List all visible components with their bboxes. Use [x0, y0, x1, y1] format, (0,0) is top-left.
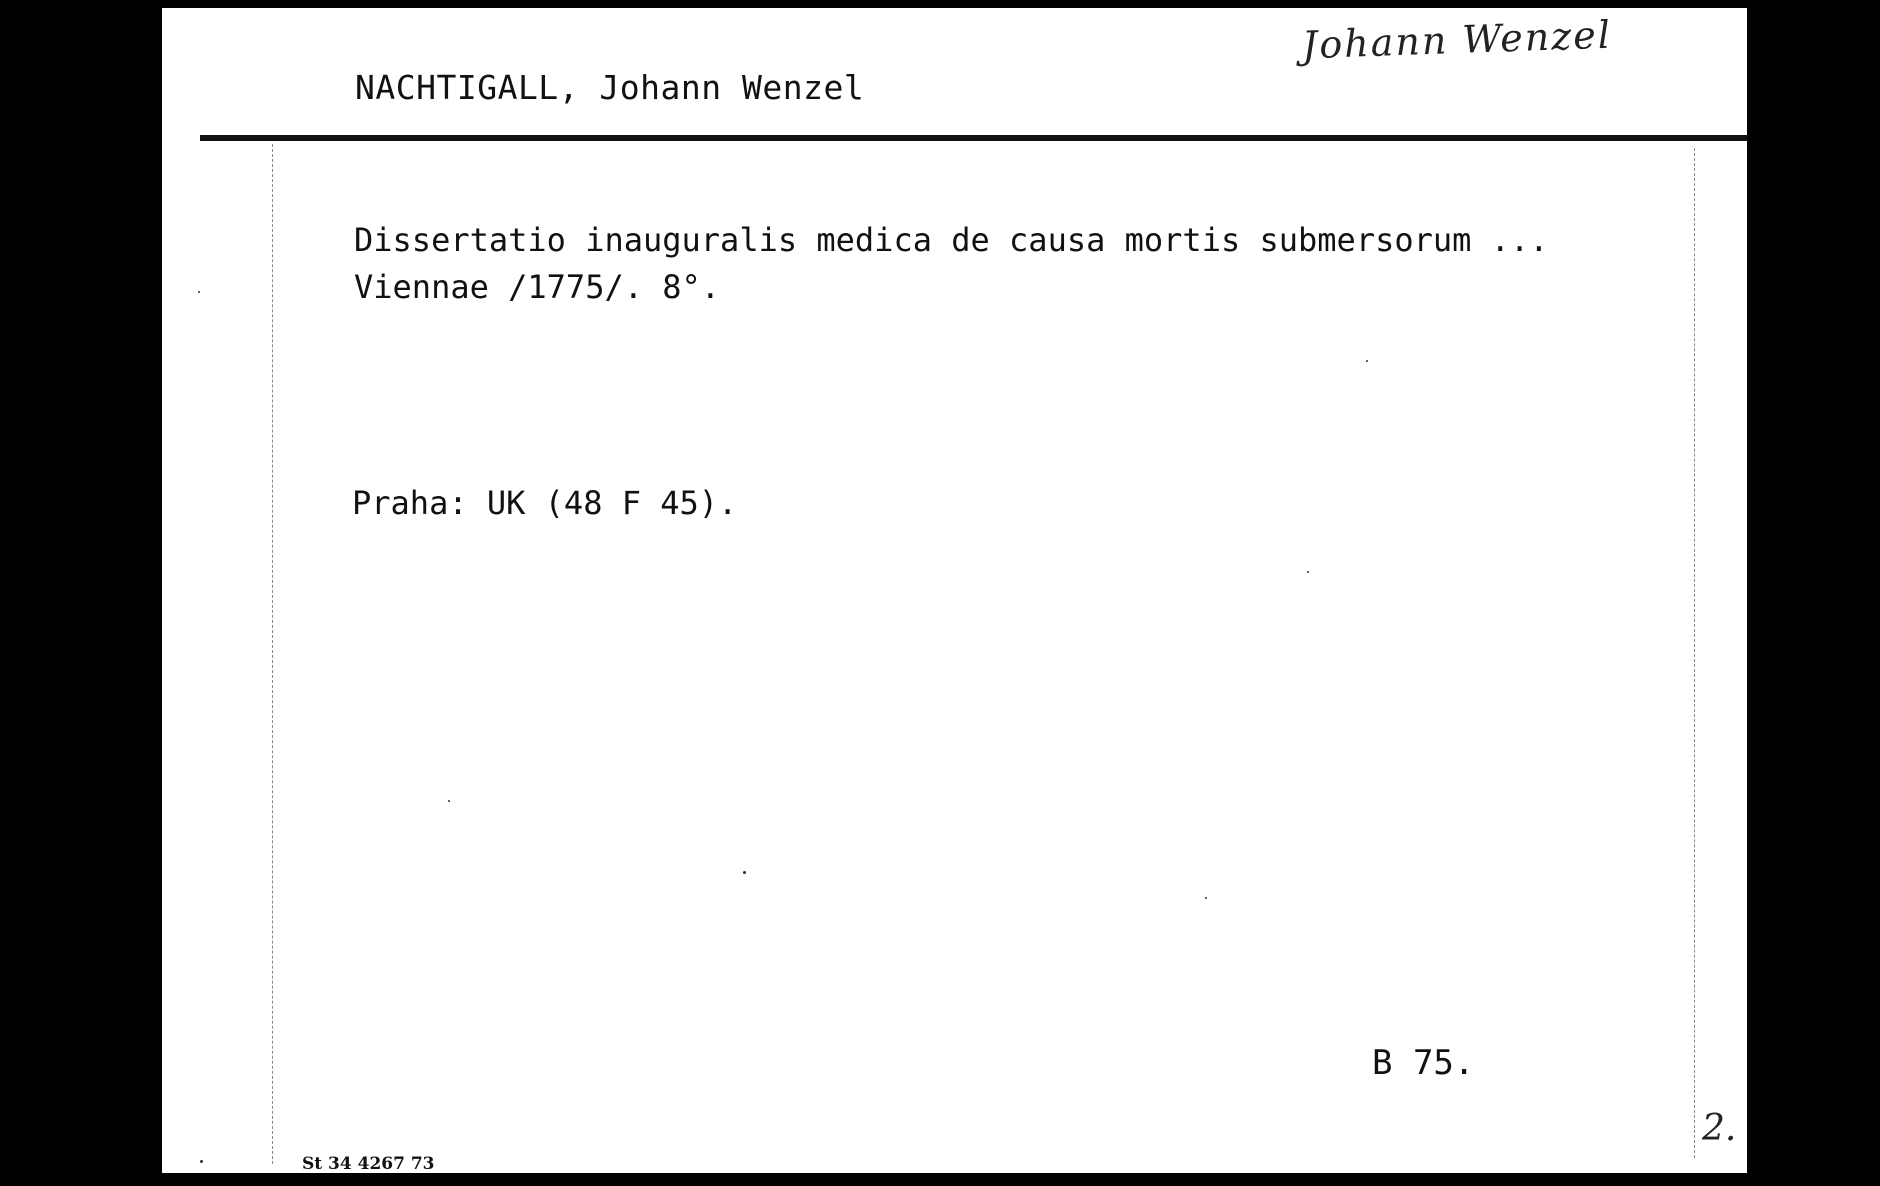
- holding-location: Praha: UK (48 F 45).: [352, 484, 738, 522]
- print-code: St 34 4267 73: [302, 1154, 435, 1174]
- scan-speck: [1366, 360, 1368, 362]
- title-line-2: Viennae /1775/. 8°.: [354, 268, 721, 306]
- scan-speck: [1205, 897, 1207, 899]
- left-margin-line: [272, 144, 273, 1164]
- heading-rule: [200, 135, 1747, 141]
- scan-speck: [200, 1160, 203, 1163]
- right-margin-line: [1694, 148, 1695, 1158]
- scan-speck: [198, 291, 200, 293]
- author-heading: NACHTIGALL, Johann Wenzel: [355, 68, 865, 107]
- scan-speck: [743, 871, 746, 874]
- handwritten-name-annotation: Johann Wenzel: [1301, 12, 1613, 68]
- title-line-1: Dissertatio inauguralis medica de causa mortis submersorum ...: [354, 221, 1549, 259]
- call-number: B 75.: [1372, 1043, 1475, 1083]
- scan-speck: [1307, 571, 1309, 573]
- scan-speck: [448, 800, 450, 802]
- catalog-card: [162, 8, 1747, 1173]
- card-number: 2.: [1702, 1108, 1737, 1149]
